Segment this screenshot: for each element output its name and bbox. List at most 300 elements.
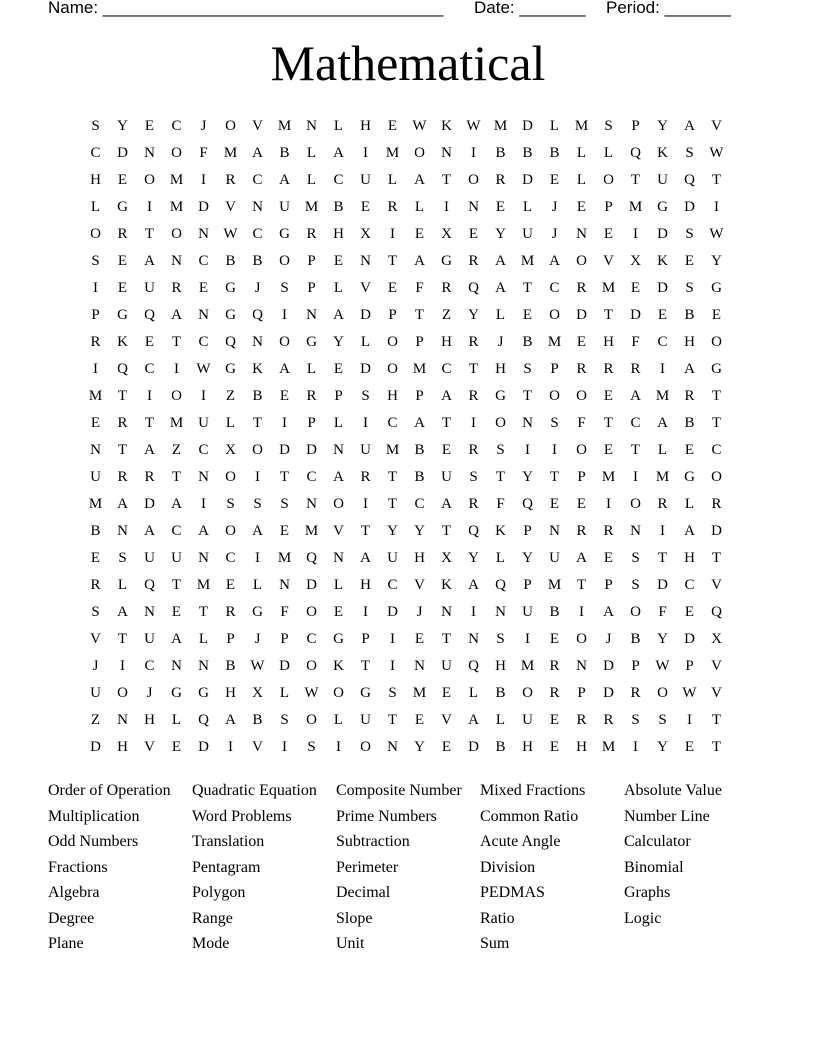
grid-letter[interactable]: P (577, 685, 586, 701)
grid-letter[interactable]: U (522, 226, 533, 242)
grid-letter[interactable]: Z (171, 442, 182, 458)
grid-letter[interactable]: E (603, 442, 614, 458)
grid-letter[interactable]: S (253, 496, 262, 512)
grid-letter[interactable]: T (603, 307, 614, 323)
grid-letter[interactable]: O (333, 496, 344, 512)
grid-letter[interactable]: T (117, 631, 128, 647)
grid-letter[interactable]: T (387, 469, 398, 485)
grid-letter[interactable]: E (549, 712, 560, 728)
grid-letter[interactable]: O (414, 145, 425, 161)
grid-letter[interactable]: X (225, 442, 236, 458)
grid-letter[interactable]: V (252, 739, 263, 755)
grid-letter[interactable]: B (549, 604, 560, 620)
grid-letter[interactable]: L (522, 199, 533, 215)
grid-letter[interactable]: H (603, 334, 614, 350)
grid-letter[interactable]: O (576, 631, 587, 647)
grid-letter[interactable]: S (307, 739, 316, 755)
grid-letter[interactable]: N (117, 523, 128, 539)
grid-letter[interactable]: R (630, 361, 641, 377)
grid-letter[interactable]: B (549, 145, 560, 161)
grid-letter[interactable]: L (117, 577, 128, 593)
grid-letter[interactable]: M (520, 658, 535, 674)
grid-letter[interactable]: A (603, 604, 614, 620)
grid-letter[interactable]: A (198, 523, 209, 539)
grid-letter[interactable]: N (468, 631, 479, 647)
grid-letter[interactable]: Q (711, 604, 722, 620)
grid-letter[interactable]: E (171, 739, 182, 755)
grid-letter[interactable]: L (360, 334, 371, 350)
grid-letter[interactable]: B (522, 334, 533, 350)
grid-letter[interactable]: N (333, 550, 344, 566)
grid-letter[interactable]: A (684, 523, 695, 539)
grid-letter[interactable]: N (90, 442, 101, 458)
grid-letter[interactable]: N (198, 550, 209, 566)
grid-letter[interactable]: I (93, 361, 98, 377)
grid-letter[interactable]: E (333, 361, 344, 377)
grid-letter[interactable]: I (282, 307, 287, 323)
grid-letter[interactable]: L (495, 550, 506, 566)
grid-letter[interactable]: T (414, 307, 425, 323)
grid-letter[interactable]: I (93, 280, 98, 296)
grid-letter[interactable]: G (225, 307, 236, 323)
grid-letter[interactable]: D (630, 307, 641, 323)
grid-letter[interactable]: E (171, 604, 182, 620)
grid-letter[interactable]: Q (144, 577, 155, 593)
grid-letter[interactable]: S (118, 550, 127, 566)
grid-letter[interactable]: N (414, 658, 425, 674)
grid-letter[interactable]: O (630, 496, 641, 512)
grid-letter[interactable]: T (171, 577, 182, 593)
grid-letter[interactable]: O (711, 334, 722, 350)
grid-letter[interactable]: I (471, 145, 476, 161)
grid-letter[interactable]: A (414, 253, 425, 269)
grid-letter[interactable]: B (252, 388, 263, 404)
grid-letter[interactable]: D (657, 577, 668, 593)
grid-letter[interactable]: D (360, 361, 371, 377)
grid-letter[interactable]: S (280, 712, 289, 728)
grid-letter[interactable]: A (549, 253, 560, 269)
grid-letter[interactable]: A (414, 415, 425, 431)
grid-letter[interactable]: V (711, 685, 722, 701)
grid-letter[interactable]: R (117, 226, 128, 242)
grid-letter[interactable]: S (280, 496, 289, 512)
grid-letter[interactable]: I (201, 388, 206, 404)
grid-letter[interactable]: P (307, 253, 316, 269)
grid-letter[interactable]: S (91, 604, 100, 620)
grid-letter[interactable]: N (468, 199, 479, 215)
grid-letter[interactable]: R (468, 388, 479, 404)
grid-letter[interactable]: O (171, 388, 182, 404)
grid-letter[interactable]: A (441, 496, 452, 512)
grid-letter[interactable]: I (147, 388, 152, 404)
grid-letter[interactable]: E (684, 739, 695, 755)
grid-letter[interactable]: B (225, 658, 236, 674)
grid-letter[interactable]: N (117, 712, 128, 728)
grid-letter[interactable]: P (631, 118, 640, 134)
name-field[interactable]: Name: ____________________________________ (48, 0, 444, 17)
grid-letter[interactable]: C (387, 415, 398, 431)
grid-letter[interactable]: A (360, 550, 371, 566)
grid-letter[interactable]: F (631, 334, 640, 350)
grid-letter[interactable]: U (171, 550, 182, 566)
grid-letter[interactable]: C (549, 280, 560, 296)
grid-letter[interactable]: I (525, 631, 530, 647)
grid-letter[interactable]: F (280, 604, 289, 620)
grid-letter[interactable]: A (144, 442, 155, 458)
grid-letter[interactable]: V (414, 577, 425, 593)
grid-letter[interactable]: N (198, 307, 209, 323)
grid-letter[interactable]: B (333, 199, 344, 215)
grid-letter[interactable]: D (657, 226, 668, 242)
grid-letter[interactable]: E (414, 712, 425, 728)
grid-letter[interactable]: E (198, 280, 209, 296)
grid-letter[interactable]: T (171, 334, 182, 350)
grid-letter[interactable]: T (279, 469, 290, 485)
grid-letter[interactable]: Y (468, 307, 479, 323)
grid-letter[interactable]: A (171, 631, 182, 647)
grid-letter[interactable]: D (468, 739, 479, 755)
grid-letter[interactable]: T (360, 523, 371, 539)
grid-letter[interactable]: M (277, 118, 292, 134)
grid-letter[interactable]: A (468, 712, 479, 728)
grid-letter[interactable]: L (468, 685, 479, 701)
grid-letter[interactable]: S (226, 496, 235, 512)
grid-letter[interactable]: T (117, 388, 128, 404)
grid-letter[interactable]: N (171, 253, 182, 269)
grid-letter[interactable]: R (711, 496, 722, 512)
grid-letter[interactable]: T (441, 415, 452, 431)
grid-letter[interactable]: R (171, 280, 182, 296)
grid-letter[interactable]: R (117, 469, 128, 485)
grid-letter[interactable]: T (117, 442, 128, 458)
grid-letter[interactable]: E (144, 334, 155, 350)
grid-letter[interactable]: P (523, 577, 532, 593)
grid-letter[interactable]: P (685, 658, 694, 674)
grid-letter[interactable]: G (225, 280, 236, 296)
grid-letter[interactable]: R (144, 469, 155, 485)
grid-letter[interactable]: O (225, 118, 236, 134)
grid-letter[interactable]: I (471, 415, 476, 431)
grid-letter[interactable]: M (493, 118, 508, 134)
grid-letter[interactable]: M (412, 361, 427, 377)
grid-letter[interactable]: U (90, 685, 101, 701)
grid-letter[interactable]: L (171, 712, 182, 728)
grid-letter[interactable]: T (711, 415, 722, 431)
grid-letter[interactable]: O (387, 334, 398, 350)
grid-letter[interactable]: A (576, 550, 587, 566)
grid-letter[interactable]: L (576, 145, 587, 161)
grid-letter[interactable]: U (144, 631, 155, 647)
grid-letter[interactable]: B (414, 469, 425, 485)
grid-letter[interactable]: A (144, 523, 155, 539)
grid-letter[interactable]: P (307, 415, 316, 431)
grid-letter[interactable]: M (88, 388, 103, 404)
grid-letter[interactable]: O (711, 469, 722, 485)
grid-letter[interactable]: H (576, 739, 587, 755)
grid-letter[interactable]: E (279, 388, 290, 404)
grid-letter[interactable]: N (387, 739, 398, 755)
grid-letter[interactable]: I (606, 496, 611, 512)
grid-letter[interactable]: I (714, 199, 719, 215)
grid-letter[interactable]: O (306, 658, 317, 674)
grid-letter[interactable]: L (333, 280, 344, 296)
grid-letter[interactable]: I (336, 739, 341, 755)
grid-letter[interactable]: L (576, 172, 587, 188)
grid-letter[interactable]: M (547, 577, 562, 593)
grid-letter[interactable]: I (552, 442, 557, 458)
grid-letter[interactable]: R (495, 172, 506, 188)
grid-letter[interactable]: R (117, 415, 128, 431)
grid-letter[interactable]: T (711, 550, 722, 566)
grid-letter[interactable]: T (441, 631, 452, 647)
grid-letter[interactable]: I (579, 604, 584, 620)
grid-letter[interactable]: A (468, 577, 479, 593)
grid-letter[interactable]: E (387, 280, 398, 296)
grid-letter[interactable]: S (658, 712, 667, 728)
grid-letter[interactable]: N (198, 658, 209, 674)
grid-letter[interactable]: T (711, 388, 722, 404)
grid-letter[interactable]: Y (468, 550, 479, 566)
grid-letter[interactable]: R (576, 361, 587, 377)
grid-letter[interactable]: D (198, 739, 209, 755)
grid-letter[interactable]: A (657, 415, 668, 431)
grid-letter[interactable]: E (603, 226, 614, 242)
grid-letter[interactable]: J (416, 604, 423, 620)
grid-letter[interactable]: G (711, 361, 722, 377)
grid-letter[interactable]: D (711, 523, 722, 539)
grid-letter[interactable]: O (495, 415, 506, 431)
grid-letter[interactable]: M (655, 388, 670, 404)
grid-letter[interactable]: O (252, 442, 263, 458)
grid-letter[interactable]: G (171, 685, 182, 701)
grid-letter[interactable]: O (603, 172, 614, 188)
grid-letter[interactable]: S (469, 469, 478, 485)
grid-letter[interactable]: A (171, 307, 182, 323)
grid-letter[interactable]: E (684, 253, 695, 269)
grid-letter[interactable]: Q (198, 712, 209, 728)
grid-letter[interactable]: T (360, 658, 371, 674)
grid-letter[interactable]: E (279, 523, 290, 539)
grid-letter[interactable]: W (412, 118, 427, 134)
grid-letter[interactable]: T (441, 172, 452, 188)
grid-letter[interactable]: T (603, 415, 614, 431)
grid-letter[interactable]: E (711, 307, 722, 323)
grid-letter[interactable]: G (495, 388, 506, 404)
grid-letter[interactable]: N (495, 604, 506, 620)
grid-letter[interactable]: O (306, 712, 317, 728)
grid-letter[interactable]: D (360, 307, 371, 323)
grid-letter[interactable]: C (225, 550, 236, 566)
grid-letter[interactable]: O (630, 604, 641, 620)
grid-letter[interactable]: L (414, 199, 425, 215)
grid-letter[interactable]: H (684, 550, 695, 566)
grid-letter[interactable]: G (252, 604, 263, 620)
grid-letter[interactable]: I (633, 226, 638, 242)
grid-letter[interactable]: A (414, 172, 425, 188)
grid-letter[interactable]: B (684, 415, 695, 431)
grid-letter[interactable]: O (279, 334, 290, 350)
grid-letter[interactable]: B (225, 253, 236, 269)
grid-letter[interactable]: M (574, 118, 589, 134)
grid-letter[interactable]: T (387, 712, 398, 728)
grid-letter[interactable]: I (525, 442, 530, 458)
grid-letter[interactable]: C (441, 361, 452, 377)
grid-letter[interactable]: I (282, 739, 287, 755)
grid-letter[interactable]: I (228, 739, 233, 755)
grid-letter[interactable]: R (549, 658, 560, 674)
grid-letter[interactable]: S (685, 226, 694, 242)
grid-letter[interactable]: N (306, 307, 317, 323)
grid-letter[interactable]: C (252, 226, 263, 242)
grid-letter[interactable]: L (657, 442, 668, 458)
grid-letter[interactable]: D (279, 442, 290, 458)
grid-letter[interactable]: P (415, 334, 424, 350)
grid-letter[interactable]: M (223, 145, 238, 161)
grid-letter[interactable]: E (576, 199, 587, 215)
grid-letter[interactable]: E (603, 388, 614, 404)
grid-letter[interactable]: O (279, 253, 290, 269)
grid-letter[interactable]: Y (117, 118, 128, 134)
grid-letter[interactable]: I (282, 415, 287, 431)
grid-letter[interactable]: A (333, 145, 344, 161)
grid-letter[interactable]: H (522, 739, 533, 755)
grid-letter[interactable]: B (495, 739, 506, 755)
grid-letter[interactable]: S (631, 577, 640, 593)
grid-letter[interactable]: A (279, 361, 290, 377)
grid-letter[interactable]: E (117, 253, 128, 269)
grid-letter[interactable]: E (144, 118, 155, 134)
grid-letter[interactable]: N (441, 145, 452, 161)
grid-letter[interactable]: H (441, 334, 452, 350)
grid-letter[interactable]: Y (657, 631, 668, 647)
grid-letter[interactable]: T (576, 577, 587, 593)
grid-letter[interactable]: N (549, 523, 560, 539)
grid-letter[interactable]: A (333, 469, 344, 485)
grid-letter[interactable]: L (333, 118, 344, 134)
grid-letter[interactable]: G (117, 307, 128, 323)
grid-letter[interactable]: B (252, 712, 263, 728)
grid-letter[interactable]: R (576, 712, 587, 728)
grid-letter[interactable]: J (254, 280, 261, 296)
grid-letter[interactable]: L (198, 631, 209, 647)
grid-letter[interactable]: N (171, 658, 182, 674)
grid-letter[interactable]: C (198, 253, 209, 269)
grid-letter[interactable]: Y (522, 550, 533, 566)
grid-letter[interactable]: B (90, 523, 101, 539)
grid-letter[interactable]: E (441, 685, 452, 701)
grid-letter[interactable]: S (91, 253, 100, 269)
grid-letter[interactable]: E (414, 226, 425, 242)
grid-letter[interactable]: A (495, 253, 506, 269)
grid-letter[interactable]: K (657, 253, 668, 269)
grid-letter[interactable]: M (385, 442, 400, 458)
grid-letter[interactable]: W (304, 685, 319, 701)
grid-letter[interactable]: V (252, 118, 263, 134)
grid-letter[interactable]: T (441, 523, 452, 539)
grid-letter[interactable]: U (144, 280, 155, 296)
grid-letter[interactable]: G (684, 469, 695, 485)
grid-letter[interactable]: N (576, 658, 587, 674)
grid-letter[interactable]: C (414, 496, 425, 512)
grid-letter[interactable]: H (333, 226, 344, 242)
grid-letter[interactable]: N (441, 604, 452, 620)
grid-letter[interactable]: H (495, 658, 506, 674)
grid-letter[interactable]: W (223, 226, 238, 242)
grid-letter[interactable]: K (441, 577, 452, 593)
grid-letter[interactable]: W (250, 658, 265, 674)
grid-letter[interactable]: P (577, 469, 586, 485)
grid-letter[interactable]: L (495, 307, 506, 323)
grid-letter[interactable]: E (576, 496, 587, 512)
grid-letter[interactable]: D (117, 145, 128, 161)
grid-letter[interactable]: D (603, 658, 614, 674)
grid-letter[interactable]: E (441, 442, 452, 458)
grid-letter[interactable]: S (631, 712, 640, 728)
grid-letter[interactable]: M (304, 523, 319, 539)
grid-letter[interactable]: C (333, 172, 344, 188)
grid-letter[interactable]: D (306, 577, 317, 593)
grid-letter[interactable]: H (90, 172, 101, 188)
grid-letter[interactable]: G (711, 280, 722, 296)
grid-letter[interactable]: U (549, 550, 560, 566)
grid-letter[interactable]: N (198, 469, 209, 485)
grid-letter[interactable]: T (657, 550, 668, 566)
grid-letter[interactable]: D (684, 631, 695, 647)
grid-letter[interactable]: S (361, 388, 370, 404)
grid-letter[interactable]: V (360, 280, 371, 296)
grid-letter[interactable]: Y (333, 334, 344, 350)
grid-letter[interactable]: F (199, 145, 208, 161)
grid-letter[interactable]: A (252, 145, 263, 161)
grid-letter[interactable]: H (387, 388, 398, 404)
grid-letter[interactable]: A (684, 361, 695, 377)
grid-letter[interactable]: R (441, 280, 452, 296)
grid-letter[interactable]: M (547, 334, 562, 350)
grid-letter[interactable]: P (226, 631, 235, 647)
grid-letter[interactable]: W (655, 658, 670, 674)
grid-letter[interactable]: T (711, 712, 722, 728)
grid-letter[interactable]: L (603, 145, 614, 161)
grid-letter[interactable]: J (551, 226, 558, 242)
grid-letter[interactable]: U (279, 199, 290, 215)
grid-letter[interactable]: R (468, 253, 479, 269)
grid-letter[interactable]: I (147, 199, 152, 215)
grid-letter[interactable]: E (117, 280, 128, 296)
grid-letter[interactable]: A (117, 604, 128, 620)
grid-letter[interactable]: L (279, 685, 290, 701)
grid-letter[interactable]: A (495, 280, 506, 296)
grid-letter[interactable]: M (304, 199, 319, 215)
grid-letter[interactable]: C (144, 361, 155, 377)
grid-letter[interactable]: J (146, 685, 153, 701)
grid-letter[interactable]: U (441, 469, 452, 485)
grid-letter[interactable]: X (360, 226, 371, 242)
grid-letter[interactable]: R (603, 523, 614, 539)
grid-letter[interactable]: L (252, 577, 263, 593)
grid-letter[interactable]: V (90, 631, 101, 647)
grid-letter[interactable]: I (201, 172, 206, 188)
grid-letter[interactable]: T (252, 415, 263, 431)
grid-letter[interactable]: F (415, 280, 424, 296)
grid-letter[interactable]: R (306, 226, 317, 242)
grid-letter[interactable]: A (630, 388, 641, 404)
grid-letter[interactable]: C (252, 172, 263, 188)
grid-letter[interactable]: X (441, 226, 452, 242)
grid-letter[interactable]: T (198, 604, 209, 620)
grid-letter[interactable]: N (306, 496, 317, 512)
grid-letter[interactable]: U (90, 469, 101, 485)
grid-letter[interactable]: L (225, 415, 236, 431)
